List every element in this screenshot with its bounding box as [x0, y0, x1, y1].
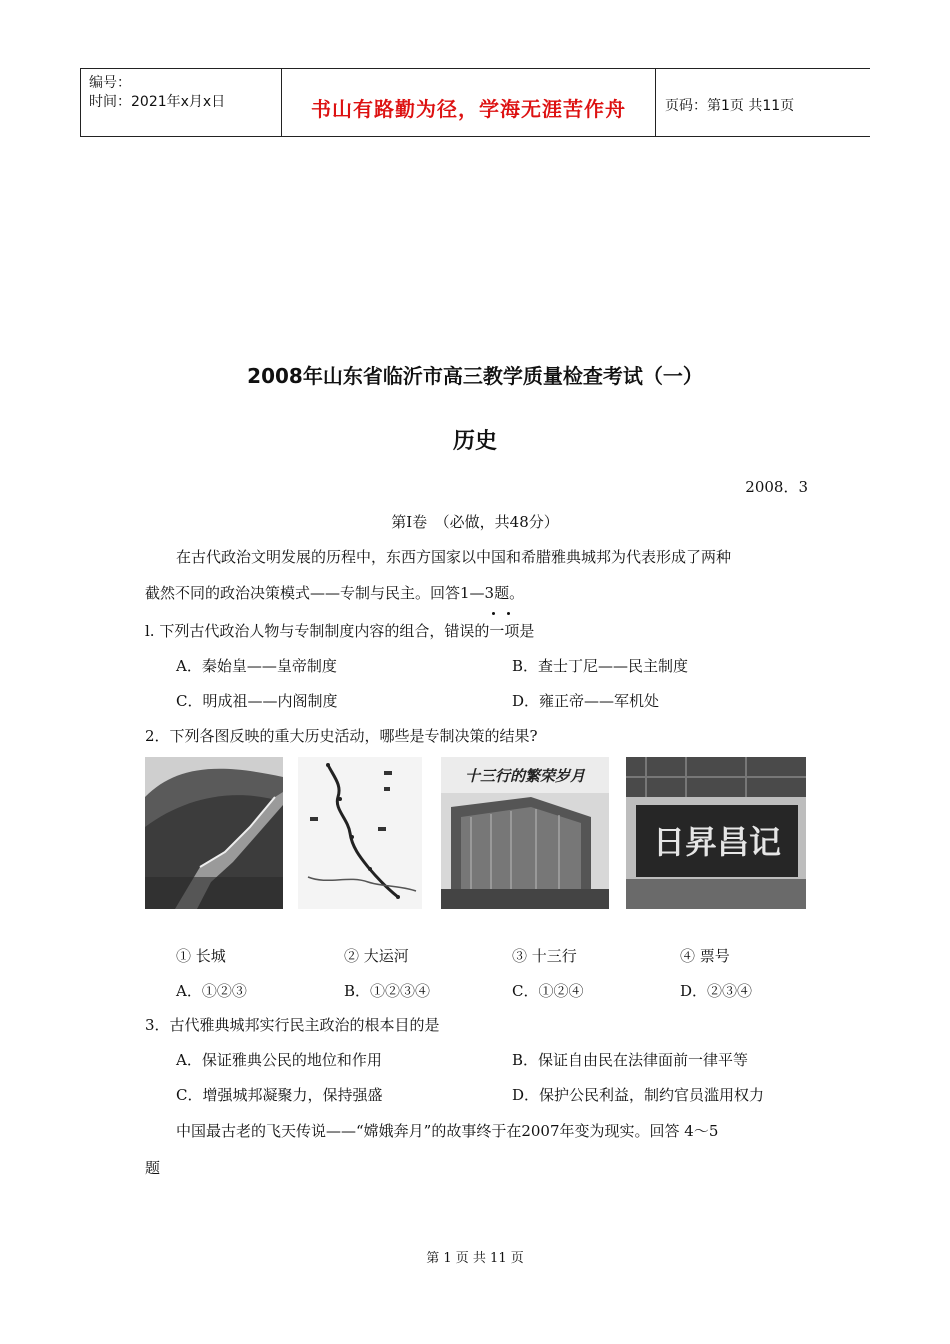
emphasis-dot: [507, 612, 510, 615]
intro-paragraph-line-1: 在古代政治文明发展的历程中，东西方国家以中国和希腊雅典城邦为代表形成了两种: [176, 548, 732, 566]
pic-label-1: ① 长城: [176, 947, 226, 965]
header-left-cell: [80, 69, 282, 136]
intro-2-line-2: 题: [145, 1159, 161, 1177]
photo-4-caption: 日昇昌记: [652, 823, 782, 861]
time-label: 时间：2021年x月x日: [89, 94, 226, 110]
intro-2-line-1: 中国最古老的飞天传说——“嫦娥奔月”的故事终于在2007年变为现实。回答 4～5: [176, 1122, 719, 1140]
photo-3-caption: 十三行的繁荣岁月: [464, 767, 586, 785]
pic-label-2: ② 大运河: [344, 947, 409, 965]
q3-option-b: B．保证自由民在法律面前一律平等: [512, 1051, 749, 1069]
q2-option-c: C．①②④: [512, 982, 584, 1000]
q2-option-a: A．①②③: [176, 982, 247, 1000]
great-wall-photo: [145, 757, 283, 909]
section-heading: 第Ⅰ卷 （必做，共48分）: [391, 513, 559, 531]
subject-title: 历史: [452, 429, 497, 454]
q2-option-b: B．①②③④: [344, 982, 431, 1000]
header-right-cell: [655, 69, 869, 136]
number-label: 编号：: [89, 75, 131, 91]
q3-option-d: D．保护公民利益，制约官员滥用权力: [512, 1086, 765, 1104]
q1-option-c: C．明成祖——内阁制度: [176, 692, 338, 710]
draft-bank-photo: [626, 757, 806, 909]
emphasis-dot: [492, 612, 495, 615]
question-1-stem: l. 下列古代政治人物与专制制度内容的组合，错误的一项是: [145, 622, 535, 640]
grand-canal-map: [298, 757, 422, 909]
pic-label-4: ④ 票号: [680, 947, 730, 965]
q1-option-b: B．查士丁尼——民主制度: [512, 657, 689, 675]
question-2-stem: 2．下列各图反映的重大历史活动，哪些是专制决策的结果?: [145, 727, 538, 745]
header-table: [80, 68, 870, 137]
page-footer: 第 1 页 共 11 页: [426, 1251, 524, 1266]
exam-title: 2008年山东省临沂市高三教学质量检查考试（一）: [247, 364, 703, 388]
page-label: 页码：第1页 共11页: [665, 98, 795, 114]
pic-label-3: ③ 十三行: [512, 947, 577, 965]
thirteen-hongs-photo: [441, 757, 609, 909]
q3-option-c: C．增强城邦凝聚力，保持强盛: [176, 1086, 383, 1104]
exam-date: 2008．3: [745, 478, 808, 496]
q1-option-d: D．雍正帝——军机处: [512, 692, 660, 710]
q2-option-d: D．②③④: [680, 982, 753, 1000]
motto: 书山有路勤为径，学海无涯苦作舟: [311, 97, 626, 121]
q1-option-a: A．秦始皇——皇帝制度: [176, 657, 337, 675]
q3-option-a: A．保证雅典公民的地位和作用: [176, 1051, 382, 1069]
intro-paragraph-line-2: 截然不同的政治决策模式——专制与民主。回答1—3题。: [145, 584, 525, 602]
question-3-stem: 3．古代雅典城邦实行民主政治的根本目的是: [145, 1016, 440, 1034]
header-center-cell: [281, 69, 656, 136]
